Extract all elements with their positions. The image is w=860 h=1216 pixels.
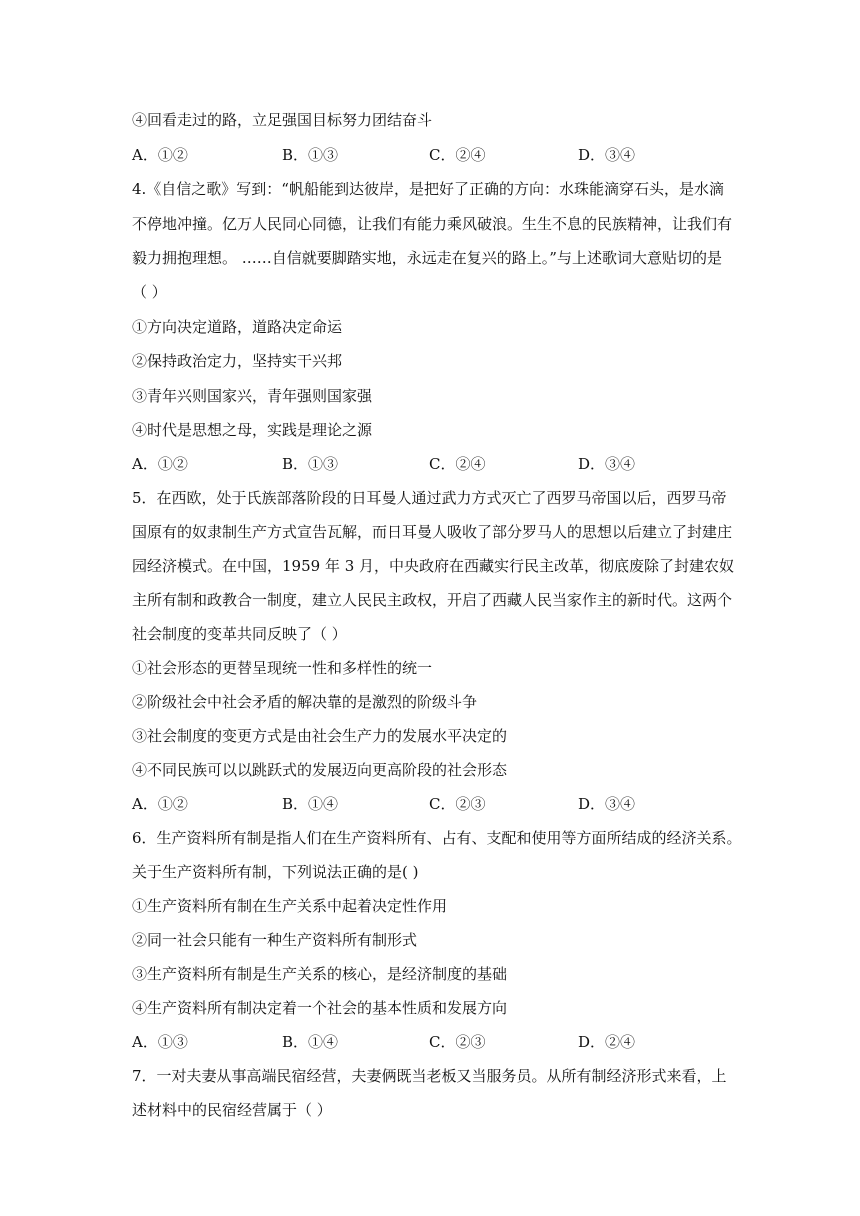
option-d: D．②④ — [578, 1033, 636, 1051]
answer-options-q3 — [132, 145, 732, 165]
choice-item: ③社会制度的变更方式是由社会生产力的发展水平决定的 — [132, 727, 508, 745]
question-5-line: 5．在西欧，处于氏族部落阶段的日耳曼人通过武力方式灭亡了西罗马帝国以后，西罗马帝 — [132, 489, 727, 507]
choice-item: ④不同民族可以以跳跃式的发展迈向更高阶段的社会形态 — [132, 761, 508, 779]
question-6-line: 关于生产资料所有制，下列说法正确的是( ) — [132, 863, 419, 881]
question-4-line: 4.《自信之歌》写到：“帆船能到达彼岸，是把好了正确的方向：水珠能滴穿石头，是水滴 — [132, 180, 724, 198]
question-5-line: 园经济模式。在中国，1959 年 3 月，中央政府在西藏实行民主改革，彻底废除了封建农奴 — [132, 557, 735, 575]
option-b: B．①③ — [282, 146, 339, 164]
answer-options-q6 — [132, 1032, 732, 1052]
question-4-line: 毅力拥抱理想。 ……自信就要脚踏实地，永远走在复兴的路上。”与上述歌词大意贴切的是 — [132, 249, 722, 267]
question-6-line: 6．生产资料所有制是指人们在生产资料所有、占有、支配和使用等方面所结成的经济关系。 — [132, 829, 742, 847]
text-line: ④回看走过的路，立足强国目标努力团结奋斗 — [132, 111, 433, 129]
question-4-line: 不停地冲撞。亿万人民同心同德，让我们有能力乘风破浪。生生不息的民族精神，让我们有 — [132, 215, 733, 233]
answer-options-q4 — [132, 454, 732, 474]
choice-item: ④时代是思想之母，实践是理论之源 — [132, 421, 373, 439]
option-c: C．②③ — [429, 795, 486, 813]
option-a: A．①③ — [132, 1033, 188, 1051]
choice-item: ②同一社会只能有一种生产资料所有制形式 — [132, 931, 418, 949]
option-d: D．③④ — [578, 795, 636, 813]
option-b: B．①③ — [282, 455, 339, 473]
option-c: C．②③ — [429, 1033, 486, 1051]
question-5-line: 国原有的奴隶制生产方式宣告瓦解，而日耳曼人吸收了部分罗马人的思想以后建立了封建庄 — [132, 523, 733, 541]
option-b: B．①④ — [282, 1033, 339, 1051]
choice-item: ③青年兴则国家兴，青年强则国家强 — [132, 387, 373, 405]
option-c: C．②④ — [429, 455, 486, 473]
option-c: C．②④ — [429, 146, 486, 164]
question-7-line: 述材料中的民宿经营属于（ ） — [132, 1101, 332, 1119]
option-b: B．①④ — [282, 795, 339, 813]
choice-item: ②阶级社会中社会矛盾的解决靠的是激烈的阶级斗争 — [132, 693, 478, 711]
choice-item: ②保持政治定力，坚持实干兴邦 — [132, 352, 343, 370]
question-7-line: 7．一对夫妻从事高端民宿经营，夫妻俩既当老板又当服务员。从所有制经济形式来看，上 — [132, 1067, 727, 1085]
option-a: A．①② — [132, 146, 188, 164]
option-d: D．③④ — [578, 455, 636, 473]
option-a: A．①② — [132, 455, 188, 473]
choice-item: ④生产资料所有制决定着一个社会的基本性质和发展方向 — [132, 999, 508, 1017]
question-5-line: 社会制度的变革共同反映了（ ） — [132, 625, 347, 643]
answer-options-q5 — [132, 794, 732, 814]
choice-item: ①社会形态的更替呈现统一性和多样性的统一 — [132, 659, 433, 677]
question-5-line: 主所有制和政教合一制度，建立人民民主政权，开启了西藏人民当家作主的新时代。这两个 — [132, 591, 733, 609]
option-a: A．①② — [132, 795, 188, 813]
choice-item: ①生产资料所有制在生产关系中起着决定性作用 — [132, 897, 448, 915]
choice-item: ③生产资料所有制是生产关系的核心，是经济制度的基础 — [132, 965, 508, 983]
choice-item: ①方向决定道路，道路决定命运 — [132, 318, 343, 336]
answer-blank: （ ） — [132, 283, 167, 301]
option-d: D．③④ — [578, 146, 636, 164]
